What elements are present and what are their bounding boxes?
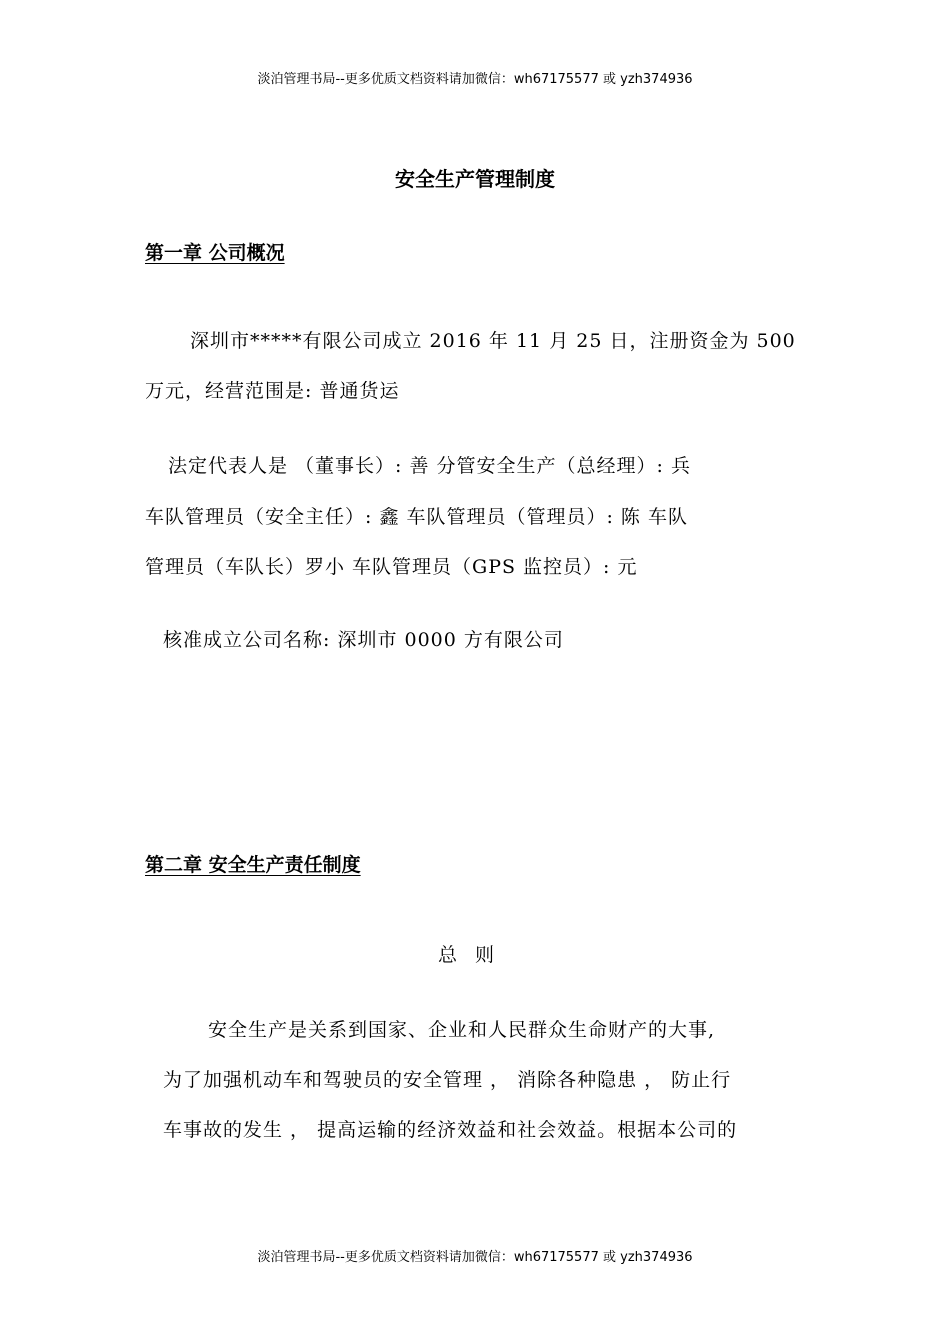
chapter-2-line-2: 为了加强机动车和驾驶员的安全管理 ， 消除各种隐患 ， 防止行 bbox=[163, 1069, 732, 1091]
chapter-1-line-2: 万元，经营范围是: 普通货运 bbox=[145, 380, 400, 402]
chapter-1-heading: 第一章 公司概况 bbox=[145, 242, 285, 264]
chapter-2-heading: 第二章 安全生产责任制度 bbox=[145, 854, 361, 876]
document-title: 安全生产管理制度 bbox=[395, 167, 555, 191]
page-header: 淡泊管理书局--更多优质文档资料请加微信：wh67175577 或 yzh374936 bbox=[257, 72, 693, 87]
chapter-1-line-6: 核准成立公司名称: 深圳市 0000 方有限公司 bbox=[163, 629, 564, 651]
chapter-1-line-3: 法定代表人是 （董事长）: 善 分管安全生产（总经理）: 兵 bbox=[168, 455, 691, 477]
chapter-1-line-1: 深圳市*****有限公司成立 2016 年 11 月 25 日，注册资金为 500 bbox=[190, 330, 796, 352]
page-footer: 淡泊管理书局--更多优质文档资料请加微信：wh67175577 或 yzh374936 bbox=[257, 1250, 693, 1265]
chapter-2-line-1: 安全生产是关系到国家、企业和人民群众生命财产的大事, bbox=[208, 1019, 716, 1041]
chapter-2-line-3: 车事故的发生 ， 提高运输的经济效益和社会效益。根据本公司的 bbox=[163, 1119, 738, 1141]
general-principles-heading: 总则 bbox=[437, 944, 512, 966]
chapter-1-line-5: 管理员（车队长）罗小 车队管理员（GPS 监控员）: 元 bbox=[145, 556, 638, 578]
chapter-1-line-4: 车队管理员（安全主任）: 鑫 车队管理员（管理员）: 陈 车队 bbox=[145, 506, 688, 528]
